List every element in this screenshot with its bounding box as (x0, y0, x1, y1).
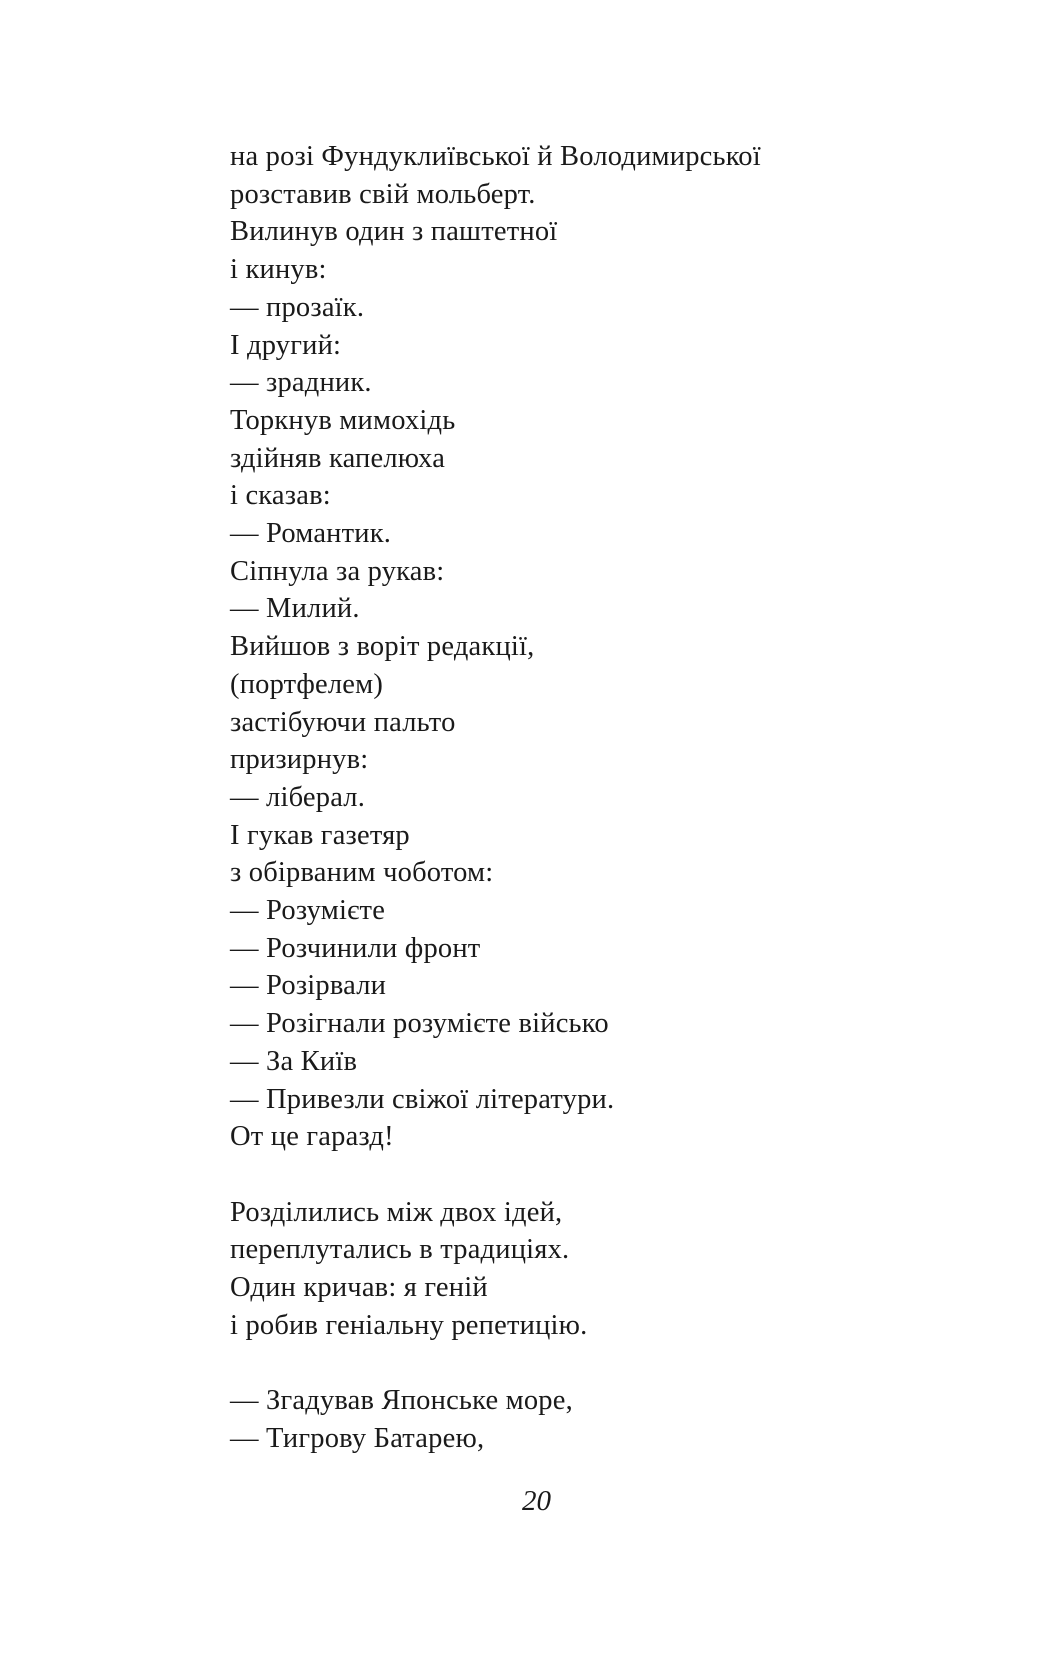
poem-line: і робив геніальну репетицію. (230, 1309, 588, 1341)
poem-line: здійняв капелюха (230, 442, 446, 474)
poem-line: — Розірвали (230, 970, 387, 1002)
poem-line: розставив свій мольберт. (230, 178, 536, 210)
poem-line: Вилинув один з паштетної (230, 216, 558, 248)
poem-line: — Милий. (230, 593, 360, 625)
poem-line: і сказав: (230, 480, 331, 512)
poem-text (230, 138, 990, 1458)
poem-line: — За Київ (230, 1045, 358, 1077)
poem-line: призирнув: (230, 744, 369, 776)
poem-line: — Тигрову Батарею, (230, 1422, 485, 1454)
poem-line: Сіпнула за рукав: (230, 555, 445, 587)
poem-line: — Романтик. (230, 518, 392, 550)
poem-line: Один кричав: я геній (230, 1272, 488, 1304)
page-number: 20 (522, 1485, 551, 1517)
stanza-1 (230, 138, 990, 1156)
poem-line: на розі Фундуклиївської й Володимирської (230, 141, 761, 172)
poem-line: — Розчинили фронт (230, 932, 481, 964)
poem-line: переплутались в традиціях. (230, 1234, 570, 1266)
poem-line: (портфелем) (230, 668, 384, 700)
poem-line: з обірваним чоботом: (230, 857, 494, 889)
poem-line: Розділились між двох ідей, (230, 1196, 563, 1228)
poem-line: і кинув: (230, 254, 327, 286)
stanza-2 (230, 1194, 990, 1345)
poem-line: Торкнув мимохідь (230, 404, 456, 436)
poem-line: І гукав газетяр (230, 819, 410, 851)
poem-line: — Розігнали розумієте військо (230, 1008, 609, 1040)
poem-line: От це гаразд! (230, 1121, 394, 1153)
poem-line: — прозаїк. (230, 291, 365, 323)
poem-line: — ліберал. (230, 781, 366, 813)
poem-line: — Розумієте (230, 895, 386, 927)
poem-line: застібуючи пальто (230, 706, 456, 738)
poem-line: — Привезли свіжої літератури. (230, 1083, 615, 1115)
poem-line: — Згадував Японське море, (230, 1385, 573, 1417)
stanza-3 (230, 1382, 990, 1457)
poem-line: Вийшов з воріт редакції, (230, 631, 535, 663)
poem-line: І другий: (230, 329, 342, 361)
poem-line: — зрадник. (230, 367, 372, 399)
